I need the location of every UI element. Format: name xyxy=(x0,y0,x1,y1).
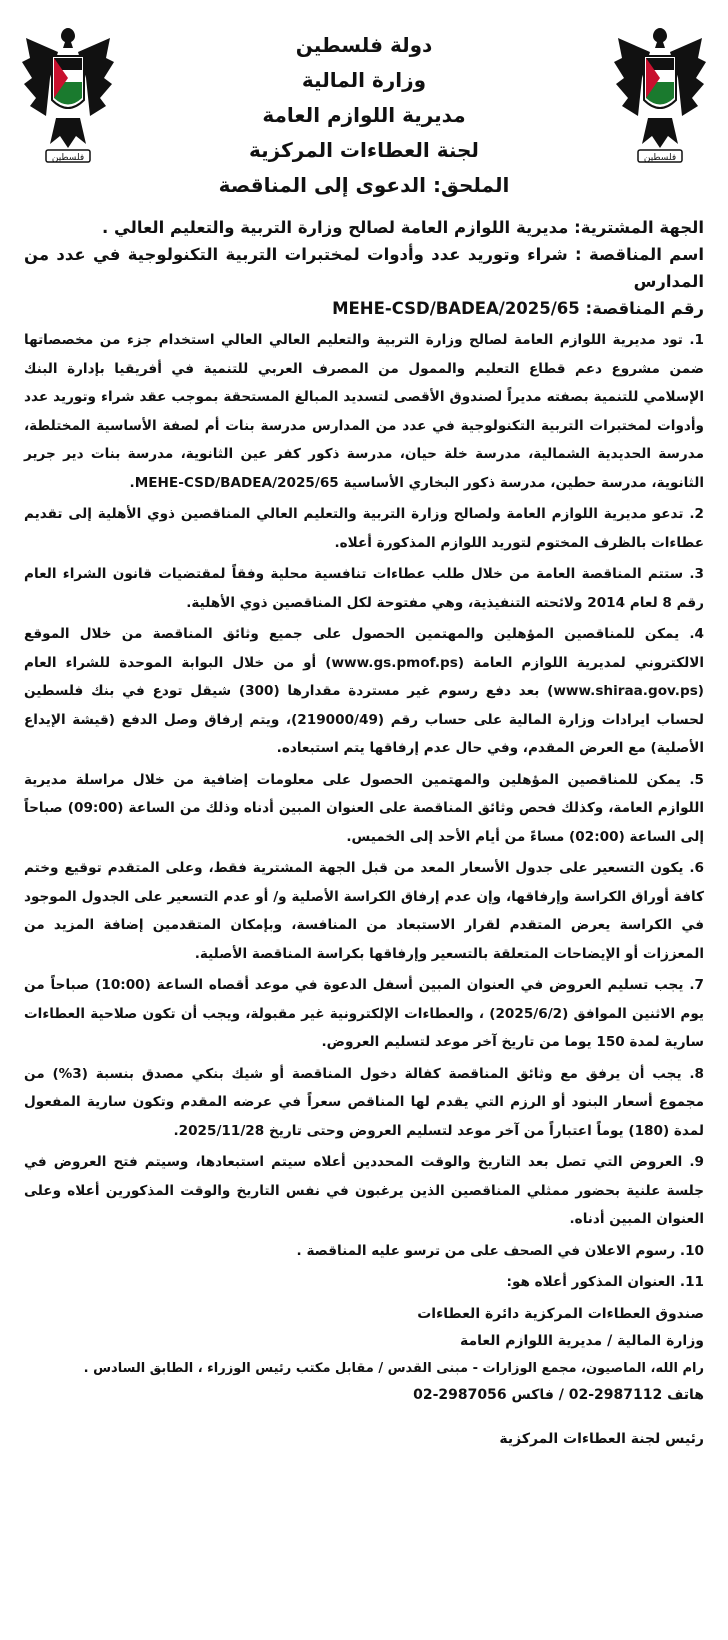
header-ministry: وزارة المالية xyxy=(301,68,427,92)
clause-number: 9. xyxy=(689,1154,704,1170)
tender-number-line xyxy=(24,295,704,322)
clause-number: 1. xyxy=(689,332,704,348)
clause-number: 2. xyxy=(689,506,705,522)
clause-number: 8. xyxy=(689,1065,704,1082)
clause-number: 6. xyxy=(689,860,705,876)
clause-number: 3. xyxy=(689,566,705,582)
header-directorate: مديرية اللوازم العامة xyxy=(262,103,466,127)
clause-text: يكون التسعير على جدول الأسعار المعد من قبل الجهة المشترية فقط، وعلى المتقدم توقيع وختم كافة أوراق الكراسة وإرفاقها، وإن عدم إرفاق الكراسة الأصلية و/ أو عدم التسعير على الجدول الموجود في الكراسة يعرض المتقدم لقرار الاستبعاد من المنافسة، وبإمكان المتقدمين إضافة المزيد من المعززات أو الإيضاحات المتعلقة بالتسعير وإرفاقها بكراسة المناقصة الأصلية. xyxy=(24,860,704,962)
clause-item xyxy=(24,971,704,1057)
tender-number: MEHE-CSD/BADEA/2025/65 xyxy=(332,299,580,318)
clause-text: العروض التي تصل بعد التاريخ والوقت المحددين أعلاه سيتم استبعادها، وسيتم فتح العروض في جلسة علنية بحضور ممثلي المناقصين الذين يرغبون في نفس التاريخ والوقت المذكورين أعلاه وعلى العنوان المبين أدناه. xyxy=(24,1154,704,1227)
tender-name-line: اسم المناقصة : شراء وتوريد عدد وأدوات لمختبرات التربية التكنولوجية في عدد من المدارس xyxy=(24,245,704,291)
clause-text: رسوم الاعلان في الصحف على من ترسو عليه المناقصة . xyxy=(296,1242,676,1259)
clause-item xyxy=(24,1060,704,1146)
clause-item xyxy=(24,1148,704,1234)
clause-text: تدعو مديرية اللوازم العامة ولصالح وزارة التربية والتعليم العالي المناقصين ذوي الأهلية إلى تقديم عطاءات بالظرف المختوم لتوريد اللوازم المذكورة أعلاه. xyxy=(24,506,704,551)
clause-item xyxy=(24,1237,704,1266)
clause-number: 7. xyxy=(689,977,704,993)
signature-title: رئيس لجنة العطاءات المركزية xyxy=(499,1430,704,1447)
address-line: رام الله، الماصيون، مجمع الوزارات - مبنى القدس / مقابل مكتب رئيس الوزراء ، الطابق السادس . xyxy=(83,1360,704,1376)
clause-text: يجب أن يرفق مع وثائق المناقصة كفالة دخول المناقصة أو شيك بنكي مصدق بنسبة (3%) من مجموع أسعار البنود أو الرزم التي يقدم لها المناقص سعراً في عرضه المقدم وتكون سارية المفعول لمدة (180) يوماً اعتباراً من آخر موعد لتسليم العروض وحتى تاريخ 2025/11/28. xyxy=(24,1065,704,1139)
clause-number: 10. xyxy=(679,1242,704,1259)
clause-item xyxy=(24,560,704,617)
clause-text: ستتم المناقصة العامة من خلال طلب عطاءات تنافسية محلية وفقاً لمقتضيات قانون الشراء العام رقم 8 لعام 2014 ولائحته التنفيذية، وهي مفتوحة لكل المناقصين ذوي الأهلية. xyxy=(24,566,704,611)
address-line: صندوق العطاءات المركزية دائرة العطاءات xyxy=(417,1305,704,1322)
clause-item xyxy=(24,1268,704,1297)
clause-item xyxy=(24,500,704,557)
clause-number: 4. xyxy=(689,626,705,642)
emblem-caption: فلسطين xyxy=(643,153,677,163)
clause-item xyxy=(24,620,704,763)
phone-fax-line: هاتف 2987112-02 / فاكس 2987056-02 xyxy=(413,1386,704,1403)
clause-number: 11. xyxy=(679,1274,704,1290)
emblem-caption: فلسطين xyxy=(51,153,85,163)
clause-text: يمكن للمناقصين المؤهلين والمهتمين الحصول على جميع وثائق المناقصة من خلال الموقع الالكتروني لمديرية اللوازم العامة (www.gs.pmof.ps) أو من خلال البوابة الموحدة للشراء العام (www.shiraa.gov.ps) بعد دفع رسوم غير مستردة مقدارها (300) شيقل تودع في بنك فلسطين لحساب ايرادات وزارة المالية على حساب رقم (219000/49)، ويتم إرفاق وصل الدفع (قيشة الإيداع الأصلية) مع العرض المقدم، وفي حال عدم إرفاقها يتم استبعاده. xyxy=(24,626,704,756)
clause-text: يمكن للمناقصين المؤهلين والمهتمين الحصول على معلومات إضافية من خلال مراسلة مديرية اللوازم العامة، وكذلك فحص وثائق المناقصة على العنوان المبين أدناه وذلك من الساعة (09:00) صباحاً إلى الساعة (02:00) مساءً من أيام الأحد إلى الخميس. xyxy=(24,771,704,845)
clause-text: تود مديرية اللوازم العامة لصالح وزارة التربية والتعليم العالي العالي استخدام جزء من مخصصاتها ضمن مشروع دعم قطاع التعليم والممول من المصرف العربي للتنمية في أفريقيا بإدارة البنك الإسلامي للتنمية بصفته مديراً لصندوق الأقصى لتسديد المبالغ المستحقة بموجب عقد شراء وتوريد عدد وأدوات لمختبرات التربية التكنولوجية في عدد من المدارس مدرسة بنات أم لصفة الأساسية المختلطة، مدرسة الحديدية الشمالية، مدرسة خلة حيان، مدرسة ذكور كفر عين الثانوية، مدرسة بنات دير جرير الثانوية، مدرسة حطين، مدرسة ذكور البخاري الأساسية MEHE-CSD/BADEA/2025/65. xyxy=(24,332,704,491)
document-header xyxy=(150,28,578,203)
clause-item xyxy=(24,766,704,852)
address-block xyxy=(24,1301,704,1409)
header-committee: لجنة العطاءات المركزية xyxy=(249,138,479,162)
document-body xyxy=(24,214,704,1453)
address-line: وزارة المالية / مديرية اللوازم العامة xyxy=(459,1332,704,1349)
clause-text: يجب تسليم العروض في العنوان المبين أسفل الدعوة في موعد أقصاه الساعة (10:00) صباحاً من يوم الاثنين الموافق (2025/6/2) ، والعطاءات الإلكترونية غير مقبولة، ويجب أن تكون صلاحية العطاءات سارية لمدة 150 يوما من تاريخ آخر موعد لتسليم العروض. xyxy=(24,977,704,1050)
clause-item xyxy=(24,326,704,497)
buyer-line: الجهة المشترية: مديرية اللوازم العامة لصالح وزارة التربية والتعليم العالي . xyxy=(101,218,704,237)
clause-item xyxy=(24,854,704,968)
palestine-emblem-icon xyxy=(612,18,708,168)
palestine-emblem-icon xyxy=(20,18,116,168)
clause-list xyxy=(24,326,704,1297)
clause-text: العنوان المذكور أعلاه هو: xyxy=(506,1274,676,1290)
header-state: دولة فلسطين xyxy=(295,33,433,57)
header-title: الملحق: الدعوى إلى المناقصة xyxy=(218,173,510,197)
tender-number-label: رقم المناقصة: xyxy=(585,299,704,318)
clause-number: 5. xyxy=(689,771,704,788)
